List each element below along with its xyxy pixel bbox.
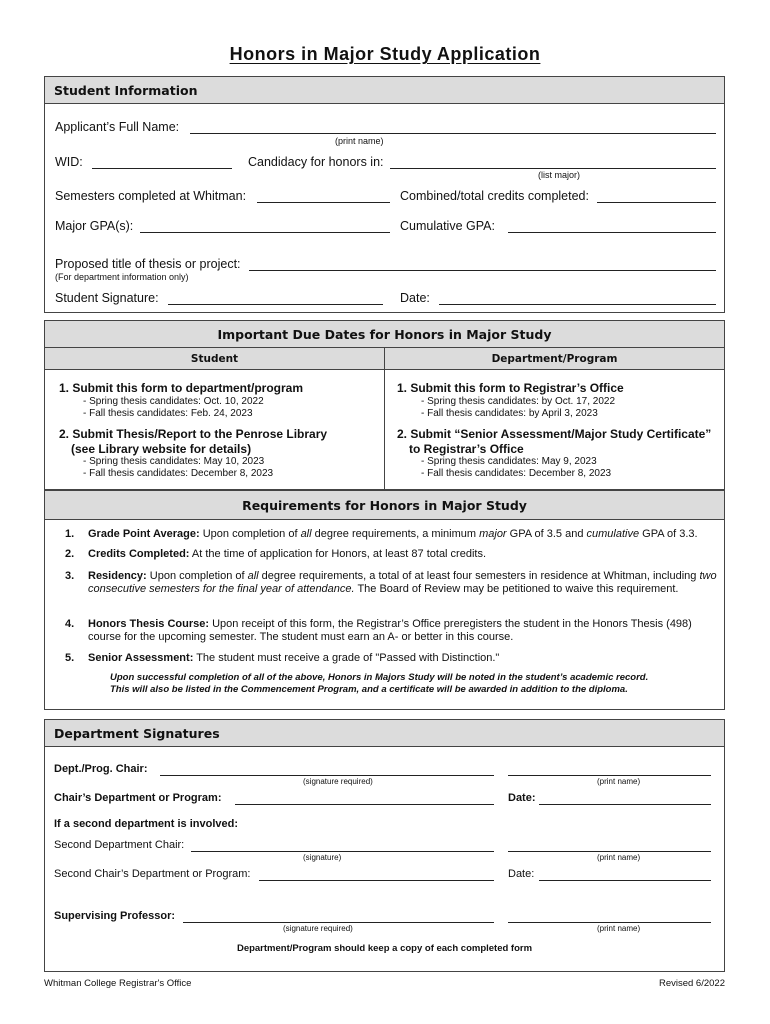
signature-required-hint: (signature required) <box>283 924 353 933</box>
second-chair-signature-field[interactable] <box>191 851 494 852</box>
requirement-item: 3. Residency: Upon completion of all degree requirements, a total of at least four semesters in residence at Whitman, including two consecutive semesters for the final year of attendance. The Board of Review may be petitioned to waive this requirement. <box>65 570 717 595</box>
full-name-field[interactable] <box>190 133 716 134</box>
supervising-professor-signature-field[interactable] <box>183 922 494 923</box>
due-dates-heading: Important Due Dates for Honors in Major Study <box>45 321 724 348</box>
chair-label: Dept./Prog. Chair: <box>54 763 148 775</box>
student-step-2-fall: - Fall thesis candidates: December 8, 2023 <box>83 468 274 479</box>
list-major-hint: (list major) <box>538 170 580 180</box>
chair-date-field[interactable] <box>539 804 711 805</box>
department-step-2-note: to Registrar’s Office <box>409 442 524 456</box>
footer-revision: Revised 6/2022 <box>658 978 725 989</box>
second-chair-print-name-field[interactable] <box>508 851 711 852</box>
second-chair-label: Second Department Chair: <box>54 839 185 851</box>
column-divider <box>384 348 385 491</box>
second-chair-department-field[interactable] <box>259 880 494 881</box>
thesis-title-label: Proposed title of thesis or project: <box>55 257 241 271</box>
supervising-professor-print-name-field[interactable] <box>508 922 711 923</box>
student-date-field[interactable] <box>439 304 716 305</box>
department-step-2: 2. Submit “Senior Assessment/Major Study Certificate” <box>397 427 712 441</box>
semesters-label: Semesters completed at Whitman: <box>55 189 247 203</box>
page-title: Honors in Major Study Application <box>229 44 541 64</box>
due-dates-section <box>44 320 725 490</box>
wid-field[interactable] <box>92 168 232 169</box>
student-signature-label: Student Signature: <box>55 291 159 305</box>
chair-print-name-field[interactable] <box>508 775 711 776</box>
major-gpa-field[interactable] <box>140 232 390 233</box>
requirement-item: 4. Honors Thesis Course: Upon receipt of this form, the Registrar’s Office preregisters the student in the Honors Thesis (498) course for the upcoming semester. The student must earn an A- or better in this course. <box>65 618 692 643</box>
cumulative-gpa-label: Cumulative GPA: <box>400 219 495 233</box>
chair-date-label: Date: <box>508 792 536 804</box>
print-name-hint: (print name) <box>597 924 641 933</box>
department-signatures-heading: Department Signatures <box>45 720 724 747</box>
chair-signature-field[interactable] <box>160 775 494 776</box>
signature-hint: (signature) <box>303 853 342 862</box>
cumulative-gpa-field[interactable] <box>508 232 716 233</box>
keep-copy-note: Department/Program should keep a copy of each completed form <box>236 943 533 954</box>
candidacy-label: Candidacy for honors in: <box>248 155 384 169</box>
completion-note: Upon successful completion of all of the above, Honors in Majors Study will be noted in the student’s academic record. <box>110 672 649 683</box>
student-information-section <box>44 76 725 313</box>
student-signature-field[interactable] <box>168 304 383 305</box>
second-department-heading: If a second department is involved: <box>54 818 238 830</box>
major-gpa-label: Major GPA(s): <box>55 219 134 233</box>
chair-department-label: Chair’s Department or Program: <box>54 792 222 804</box>
student-step-2-note: (see Library website for details) <box>71 442 252 456</box>
student-step-2: 2. Submit Thesis/Report to the Penrose Library <box>59 427 328 441</box>
wid-label: WID: <box>55 155 83 169</box>
department-step-1-fall: - Fall thesis candidates: by April 3, 2023 <box>421 408 598 419</box>
commencement-note: This will also be listed in the Commencement Program, and a certificate will be awarded in addition to the diploma. <box>110 684 628 695</box>
department-step-1-spring: - Spring thesis candidates: by Oct. 17, 2022 <box>421 396 615 407</box>
department-step-1: 1. Submit this form to Registrar’s Office <box>397 381 624 395</box>
full-name-label: Applicant’s Full Name: <box>55 120 180 134</box>
thesis-title-field[interactable] <box>249 270 716 271</box>
candidacy-field[interactable] <box>390 168 716 169</box>
print-name-hint: (print name) <box>597 777 641 786</box>
print-name-hint: (print name) <box>597 853 641 862</box>
requirement-item: 1. Grade Point Average: Upon completion of all degree requirements, a minimum major GPA of 3.5 and cumulative GPA of 3.3. <box>65 528 698 540</box>
footer-office: Whitman College Registrar's Office <box>44 978 192 989</box>
print-name-hint: (print name) <box>335 136 384 146</box>
requirements-heading: Requirements for Honors in Major Study <box>45 491 724 520</box>
requirement-item: 5. Senior Assessment: The student must receive a grade of "Passed with Distinction." <box>65 652 500 664</box>
student-step-1-fall: - Fall thesis candidates: Feb. 24, 2023 <box>83 408 253 419</box>
student-date-label: Date: <box>400 291 430 305</box>
student-information-heading: Student Information <box>45 77 724 104</box>
department-signatures-section <box>44 719 725 972</box>
student-column-heading: Student <box>45 348 384 370</box>
department-step-2-fall: - Fall thesis candidates: December 8, 2023 <box>421 468 612 479</box>
chair-department-field[interactable] <box>235 804 494 805</box>
second-chair-date-label: Date: <box>508 868 535 880</box>
student-step-2-spring: - Spring thesis candidates: May 10, 2023 <box>83 456 265 467</box>
requirements-section <box>44 490 725 710</box>
department-info-hint: (For department information only) <box>55 272 189 282</box>
department-step-2-spring: - Spring thesis candidates: May 9, 2023 <box>421 456 597 467</box>
requirement-item: 2. Credits Completed: At the time of application for Honors, at least 87 total credits. <box>65 548 487 560</box>
supervising-professor-label: Supervising Professor: <box>54 910 176 922</box>
credits-field[interactable] <box>597 202 716 203</box>
signature-required-hint: (signature required) <box>303 777 373 786</box>
semesters-field[interactable] <box>257 202 390 203</box>
student-step-1-spring: - Spring thesis candidates: Oct. 10, 2022 <box>83 396 264 407</box>
second-chair-department-label: Second Chair’s Department or Program: <box>54 868 251 880</box>
second-chair-date-field[interactable] <box>539 880 711 881</box>
student-step-1: 1. Submit this form to department/program <box>59 381 304 395</box>
credits-label: Combined/total credits completed: <box>400 189 589 203</box>
department-column-heading: Department/Program <box>385 348 724 370</box>
